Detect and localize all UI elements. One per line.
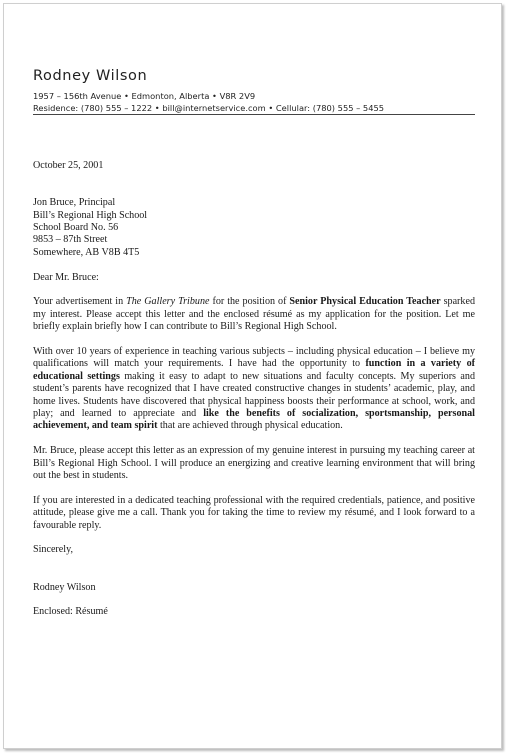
paragraph-3: Mr. Bruce, please accept this letter as an expression of my genuine interest in pursuing my teaching career at Bill’s Regional High School. I will produce an energizing and creative learning environment that will bring out the best in students. <box>33 445 475 482</box>
salutation: Dear Mr. Bruce: <box>33 271 99 283</box>
sender-name: Rodney Wilson <box>33 68 148 84</box>
recipient-line: Somewhere, AB V8B 4T5 <box>33 246 140 258</box>
sender-address: 1957 – 156th Avenue • Edmonton, Alberta • V8R 2V9 <box>33 91 256 101</box>
recipient-line: School Board No. 56 <box>33 222 119 233</box>
letter-page <box>3 3 502 749</box>
sender-contact: Residence: (780) 555 – 1222 • bill@internetservice.com • Cellular: (780) 555 – 5455 <box>33 103 385 113</box>
recipient-line: Jon Bruce, Principal <box>33 197 116 209</box>
paragraph-2: With over 10 years of experience in teaching various subjects – including physical education – I believe my qualifications will match your requirements. I have had the opportunity to function in a variety of educational settings making it easy to adapt to new situations and faculty concepts. My superiors and student’s parents have recognized that I have created constructive changes in students’ academic, play, and home lives. Students have discovered that physical happiness boosts their performance at school, work, and play; and learned to appreciate and like the benefits of socialization, sportsmanship, personal achievement, and team spirit that are achieved through physical education. <box>33 346 475 432</box>
letter-date: October 25, 2001 <box>33 160 104 171</box>
letterhead <box>33 68 473 114</box>
publication-name: The Gallery Tribune <box>126 296 210 308</box>
recipient-address <box>33 197 475 259</box>
letter-body <box>33 160 475 619</box>
letterhead-rule <box>33 114 475 115</box>
paragraph-4: If you are interested in a dedicated teaching professional with the required credentials, patience, and positive attitude, please give me a call. Thank you for taking the time to review my résumé, and I look forward to a favourable reply. <box>33 494 475 531</box>
position-title: Senior Physical Education Teacher <box>289 296 441 308</box>
paragraph-1: Your advertisement in The Gallery Tribune for the position of Senior Physical Education Teacher sparked my interest. Please accept this letter and the enclosed résumé as my application for the position. Let me briefly explain briefly how I can contribute to Bill’s Regional High School. <box>33 296 475 333</box>
recipient-line: 9853 – 87th Street <box>33 234 108 246</box>
enclosure-note: Enclosed: Résumé <box>33 606 108 618</box>
closing: Sincerely, <box>33 544 73 556</box>
recipient-line: Bill’s Regional High School <box>33 209 148 221</box>
signature-name: Rodney Wilson <box>33 581 96 593</box>
